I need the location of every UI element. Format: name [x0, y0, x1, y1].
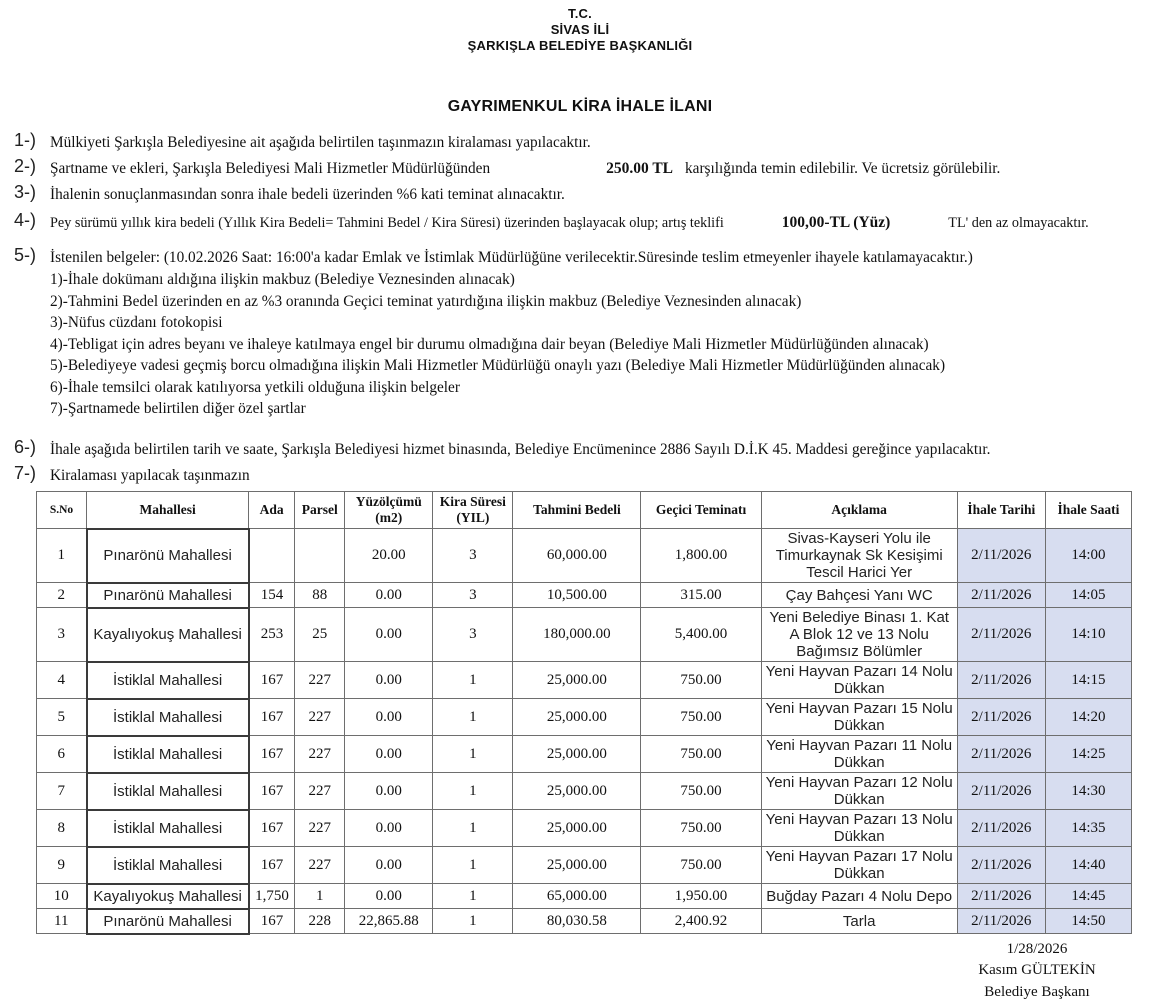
header-kira-suresi: Kira Süresi (YIL)	[433, 491, 513, 529]
clause-7-number: 7-)	[14, 463, 50, 486]
cell-parsel: 25	[295, 608, 345, 662]
header-ihale-tarihi: İhale Tarihi	[957, 491, 1045, 529]
cell-ada	[249, 529, 295, 583]
clause-2-pre: Şartname ve ekleri, Şarkışla Belediyesi Mali Hizmetler Müdürlüğünden	[50, 160, 490, 177]
cell-kira: 1	[433, 773, 513, 810]
document-page	[0, 6, 1160, 906]
header-ada: Ada	[249, 491, 295, 529]
cell-parsel: 227	[295, 847, 345, 884]
header-row	[37, 491, 1132, 529]
cell-acik: Yeni Hayvan Pazarı 13 Nolu Dükkan	[761, 810, 957, 847]
cell-ada: 167	[249, 699, 295, 736]
letterhead-municipality: ŞARKIŞLA BELEDİYE BAŞKANLIĞI	[0, 38, 1160, 54]
clause-6	[14, 437, 1150, 460]
cell-yuz: 0.00	[345, 773, 433, 810]
cell-sno: 5	[37, 699, 87, 736]
cell-gecici: 750.00	[641, 810, 761, 847]
cell-mah: İstiklal Mahallesi	[87, 773, 249, 810]
cell-saat: 14:25	[1045, 736, 1131, 773]
cell-mah: Kayalıyokuş Mahallesi	[87, 884, 249, 909]
clause-4	[14, 210, 1150, 234]
clause-2-post: karşılığında temin edilebilir. Ve ücretsiz görülebilir.	[685, 160, 1000, 177]
cell-ada: 1,750	[249, 884, 295, 909]
clause-7	[14, 463, 1150, 486]
cell-gecici: 750.00	[641, 736, 761, 773]
cell-ada: 167	[249, 909, 295, 934]
clause-4-pre: Pey sürümü yıllık kira bedeli (Yıllık Kira Bedeli= Tahmini Bedel / Kira Süresi) üzerinden başlayacak olup; artış teklifi	[50, 215, 724, 231]
cell-ada: 167	[249, 662, 295, 699]
cell-acik: Yeni Hayvan Pazarı 12 Nolu Dükkan	[761, 773, 957, 810]
tender-table-header	[37, 491, 1132, 529]
cell-ada: 154	[249, 583, 295, 608]
cell-kira: 1	[433, 909, 513, 934]
table-row	[37, 909, 1132, 934]
clause-4-price: 100,00-TL (Yüz)	[782, 214, 891, 231]
clause-2-number: 2-)	[14, 156, 50, 179]
cell-yuz: 0.00	[345, 662, 433, 699]
cell-parsel: 228	[295, 909, 345, 934]
cell-saat: 14:10	[1045, 608, 1131, 662]
cell-acik: Çay Bahçesi Yanı WC	[761, 583, 957, 608]
cell-saat: 14:30	[1045, 773, 1131, 810]
cell-kira: 1	[433, 699, 513, 736]
cell-tahmini: 60,000.00	[513, 529, 641, 583]
clause-6-text: İhale aşağıda belirtilen tarih ve saate, Şarkışla Belediyesi hizmet binasında, Belediye Encümenince 2886 Sayılı D.İ.K 45. Maddesi gereğince yapılacaktır.	[50, 437, 990, 460]
cell-ada: 167	[249, 736, 295, 773]
cell-gecici: 5,400.00	[641, 608, 761, 662]
cell-acik: Tarla	[761, 909, 957, 934]
cell-kira: 3	[433, 529, 513, 583]
clause-3-text: İhalenin sonuçlanmasından sonra ihale bedeli üzerinden %6 kati teminat alınacaktır.	[50, 182, 565, 205]
cell-sno: 11	[37, 909, 87, 934]
cell-tarih: 2/11/2026	[957, 773, 1045, 810]
clause-1	[14, 130, 1150, 153]
cell-sno: 4	[37, 662, 87, 699]
clause-2	[14, 156, 1150, 179]
cell-acik: Buğday Pazarı 4 Nolu Depo	[761, 884, 957, 909]
clause-2-price: 250.00 TL	[606, 160, 673, 177]
table-row	[37, 773, 1132, 810]
cell-tahmini: 25,000.00	[513, 662, 641, 699]
cell-saat: 14:50	[1045, 909, 1131, 934]
cell-tahmini: 10,500.00	[513, 583, 641, 608]
clause-list	[14, 130, 1150, 486]
cell-sno: 1	[37, 529, 87, 583]
cell-saat: 14:05	[1045, 583, 1131, 608]
cell-kira: 3	[433, 608, 513, 662]
clause-5-intro: İstenilen belgeler: (10.02.2026 Saat: 16:00'a kadar Emlak ve İstimlak Müdürlüğüne verilecektir.Süresinde teslim etmeyenler ihayele katılamayacaktır.)	[50, 249, 973, 266]
cell-mah: Kayalıyokuş Mahallesi	[87, 608, 249, 662]
cell-saat: 14:40	[1045, 847, 1131, 884]
clause-5-number: 5-)	[14, 245, 50, 420]
cell-parsel: 88	[295, 583, 345, 608]
signature-block	[932, 939, 1142, 1003]
cell-acik: Yeni Hayvan Pazarı 17 Nolu Dükkan	[761, 847, 957, 884]
clause-5-text	[50, 245, 973, 420]
cell-sno: 3	[37, 608, 87, 662]
required-documents-list	[50, 269, 973, 420]
cell-kira: 1	[433, 847, 513, 884]
cell-gecici: 315.00	[641, 583, 761, 608]
cell-yuz: 22,865.88	[345, 909, 433, 934]
cell-tarih: 2/11/2026	[957, 583, 1045, 608]
table-row	[37, 810, 1132, 847]
cell-parsel	[295, 529, 345, 583]
cell-saat: 14:35	[1045, 810, 1131, 847]
cell-tahmini: 25,000.00	[513, 699, 641, 736]
signature-name: Kasım GÜLTEKİN	[932, 960, 1142, 982]
signature-date: 1/28/2026	[932, 939, 1142, 961]
cell-parsel: 227	[295, 810, 345, 847]
cell-tarih: 2/11/2026	[957, 529, 1045, 583]
table-row	[37, 662, 1132, 699]
cell-tarih: 2/11/2026	[957, 847, 1045, 884]
tender-table	[36, 491, 1132, 935]
cell-gecici: 750.00	[641, 773, 761, 810]
clause-3-number: 3-)	[14, 182, 50, 205]
clause-1-number: 1-)	[14, 130, 50, 153]
cell-kira: 1	[433, 884, 513, 909]
letterhead-country: T.C.	[0, 6, 1160, 22]
cell-ada: 253	[249, 608, 295, 662]
cell-mah: İstiklal Mahallesi	[87, 810, 249, 847]
cell-sno: 10	[37, 884, 87, 909]
cell-tarih: 2/11/2026	[957, 810, 1045, 847]
cell-acik: Sivas-Kayseri Yolu ile Timurkaynak Sk Kesişimi Tescil Harici Yer	[761, 529, 957, 583]
cell-ada: 167	[249, 810, 295, 847]
document-item-4: 4)-Tebligat için adres beyanı ve ihaleye katılmaya engel bir durumu olmadığına dair beyan (Belediye Mali Hizmetler Müdürlüğünden alınacak)	[50, 334, 973, 356]
cell-saat: 14:00	[1045, 529, 1131, 583]
cell-parsel: 1	[295, 884, 345, 909]
table-row	[37, 529, 1132, 583]
cell-mah: İstiklal Mahallesi	[87, 847, 249, 884]
cell-tahmini: 25,000.00	[513, 810, 641, 847]
cell-gecici: 2,400.92	[641, 909, 761, 934]
header-parsel: Parsel	[295, 491, 345, 529]
cell-yuz: 0.00	[345, 608, 433, 662]
clause-1-text: Mülkiyeti Şarkışla Belediyesine ait aşağıda belirtilen taşınmazın kiralaması yapılacaktır.	[50, 130, 591, 153]
cell-parsel: 227	[295, 773, 345, 810]
cell-tarih: 2/11/2026	[957, 884, 1045, 909]
cell-yuz: 0.00	[345, 736, 433, 773]
cell-acik: Yeni Hayvan Pazarı 15 Nolu Dükkan	[761, 699, 957, 736]
table-row	[37, 699, 1132, 736]
cell-tarih: 2/11/2026	[957, 909, 1045, 934]
cell-saat: 14:45	[1045, 884, 1131, 909]
document-item-6: 6)-İhale temsilci olarak katılıyorsa yetkili olduğuna ilişkin belgeler	[50, 377, 973, 399]
cell-gecici: 750.00	[641, 847, 761, 884]
cell-tarih: 2/11/2026	[957, 699, 1045, 736]
cell-gecici: 1,950.00	[641, 884, 761, 909]
cell-ada: 167	[249, 847, 295, 884]
cell-tarih: 2/11/2026	[957, 608, 1045, 662]
cell-tarih: 2/11/2026	[957, 736, 1045, 773]
clause-4-post: TL' den az olmayacaktır.	[948, 215, 1088, 231]
cell-mah: Pınarönü Mahallesi	[87, 529, 249, 583]
header-mahallesi: Mahallesi	[87, 491, 249, 529]
cell-tahmini: 80,030.58	[513, 909, 641, 934]
page-title: GAYRIMENKUL KİRA İHALE İLANI	[0, 98, 1160, 116]
cell-ada: 167	[249, 773, 295, 810]
cell-kira: 1	[433, 662, 513, 699]
cell-sno: 9	[37, 847, 87, 884]
cell-acik: Yeni Belediye Binası 1. Kat A Blok 12 ve 13 Nolu Bağımsız Bölümler	[761, 608, 957, 662]
cell-tahmini: 25,000.00	[513, 736, 641, 773]
cell-acik: Yeni Hayvan Pazarı 14 Nolu Dükkan	[761, 662, 957, 699]
cell-acik: Yeni Hayvan Pazarı 11 Nolu Dükkan	[761, 736, 957, 773]
cell-sno: 2	[37, 583, 87, 608]
header-gecici-teminati: Geçici Teminatı	[641, 491, 761, 529]
cell-sno: 7	[37, 773, 87, 810]
table-row	[37, 608, 1132, 662]
cell-kira: 3	[433, 583, 513, 608]
header-ihale-saati: İhale Saati	[1045, 491, 1131, 529]
cell-saat: 14:15	[1045, 662, 1131, 699]
header-aciklama: Açıklama	[761, 491, 957, 529]
cell-kira: 1	[433, 736, 513, 773]
cell-yuz: 0.00	[345, 847, 433, 884]
cell-parsel: 227	[295, 736, 345, 773]
cell-yuz: 0.00	[345, 699, 433, 736]
cell-gecici: 1,800.00	[641, 529, 761, 583]
cell-yuz: 20.00	[345, 529, 433, 583]
cell-saat: 14:20	[1045, 699, 1131, 736]
table-row	[37, 736, 1132, 773]
table-row	[37, 847, 1132, 884]
document-item-5: 5)-Belediyeye vadesi geçmiş borcu olmadığına ilişkin Mali Hizmetler Müdürlüğü onaylı yazı (Belediye Mali Hizmetler Müdürlüğünden alınacak)	[50, 355, 973, 377]
clause-4-text	[50, 210, 1089, 234]
cell-yuz: 0.00	[345, 810, 433, 847]
clause-4-number: 4-)	[14, 210, 50, 234]
cell-tahmini: 180,000.00	[513, 608, 641, 662]
cell-sno: 6	[37, 736, 87, 773]
clause-5	[14, 245, 1150, 420]
header-yuzolcumu: Yüzölçümü (m2)	[345, 491, 433, 529]
document-item-3: 3)-Nüfus cüzdanı fotokopisi	[50, 312, 973, 334]
cell-parsel: 227	[295, 699, 345, 736]
letterhead-province: SİVAS İLİ	[0, 22, 1160, 38]
cell-tahmini: 25,000.00	[513, 773, 641, 810]
cell-mah: İstiklal Mahallesi	[87, 662, 249, 699]
cell-mah: Pınarönü Mahallesi	[87, 583, 249, 608]
document-item-7: 7)-Şartnamede belirtilen diğer özel şartlar	[50, 398, 973, 420]
clause-3	[14, 182, 1150, 205]
cell-yuz: 0.00	[345, 583, 433, 608]
table-body	[37, 529, 1132, 934]
clause-2-text	[50, 156, 1000, 179]
header-sno: S.No	[37, 491, 87, 529]
cell-gecici: 750.00	[641, 662, 761, 699]
document-item-2: 2)-Tahmini Bedel üzerinden en az %3 oranında Geçici teminat yatırdığına ilişkin makbuz (Belediye Veznesinden alınacak)	[50, 291, 973, 313]
clause-7-text: Kiralaması yapılacak taşınmazın	[50, 463, 250, 486]
signature-title: Belediye Başkanı	[932, 982, 1142, 1003]
document-item-1: 1)-İhale dokümanı aldığına ilişkin makbuz (Belediye Veznesinden alınacak)	[50, 269, 973, 291]
cell-mah: İstiklal Mahallesi	[87, 736, 249, 773]
cell-mah: Pınarönü Mahallesi	[87, 909, 249, 934]
cell-tahmini: 25,000.00	[513, 847, 641, 884]
cell-yuz: 0.00	[345, 884, 433, 909]
cell-tarih: 2/11/2026	[957, 662, 1045, 699]
cell-parsel: 227	[295, 662, 345, 699]
cell-kira: 1	[433, 810, 513, 847]
table-row	[37, 884, 1132, 909]
header-tahmini-bedeli: Tahmini Bedeli	[513, 491, 641, 529]
clause-6-number: 6-)	[14, 437, 50, 460]
table-row	[37, 583, 1132, 608]
letterhead	[0, 6, 1160, 54]
cell-mah: İstiklal Mahallesi	[87, 699, 249, 736]
cell-sno: 8	[37, 810, 87, 847]
cell-gecici: 750.00	[641, 699, 761, 736]
cell-tahmini: 65,000.00	[513, 884, 641, 909]
